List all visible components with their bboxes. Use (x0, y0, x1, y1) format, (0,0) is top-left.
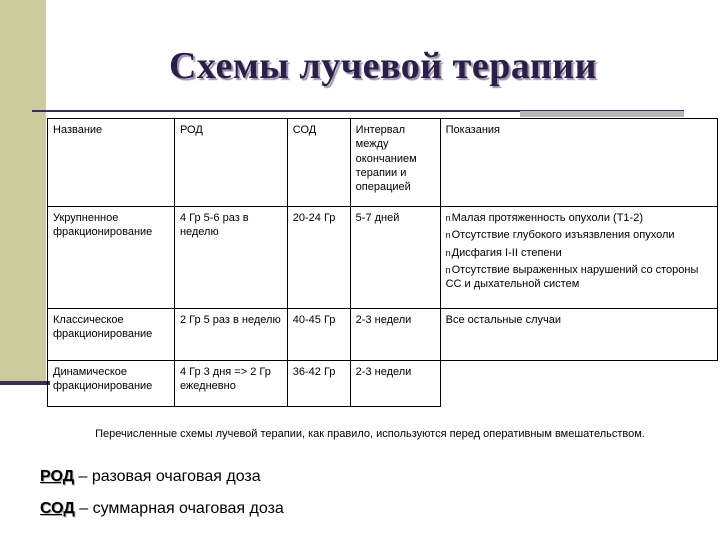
header-indications: Показания (440, 119, 717, 207)
header-rod: РОД (174, 119, 287, 207)
cell-interval: 2-3 недели (350, 309, 440, 361)
table-footnote: Перечисленные схемы лучевой терапии, как правило, используются перед оперативным вмешательством. (95, 428, 645, 440)
cell-indications: Все остальные случаи (440, 309, 717, 361)
header-interval: Интервал между окончанием терапии и операцией (350, 119, 440, 207)
side-accent-line (0, 381, 50, 385)
header-name: Название (48, 119, 175, 207)
definition-abbr: СОД (40, 500, 75, 517)
cell-interval: 5-7 дней (350, 207, 440, 309)
definition-sod (40, 500, 284, 518)
definition-abbr: РОД (40, 468, 75, 485)
table-header-row (48, 119, 718, 207)
cell-sod: 20-24 Гр (287, 207, 350, 309)
header-sod: СОД (287, 119, 350, 207)
cell-sod: 40-45 Гр (287, 309, 350, 361)
list-item: n Малая протяженность опухоли (Т1-2) (446, 211, 712, 225)
cell-indications-empty (440, 361, 717, 407)
indications-list (446, 211, 712, 291)
definition-text: – разовая очаговая доза (74, 468, 261, 485)
list-item: n Отсутствие выраженных нарушений со стороны СС и дыхательной систем (446, 263, 712, 292)
cell-rod: 2 Гр 5 раз в неделю (174, 309, 287, 361)
definition-rod (40, 468, 261, 486)
cell-name: Динамическое фракционирование (48, 361, 175, 407)
cell-name: Классическое фракционирование (48, 309, 175, 361)
cell-rod: 4 Гр 5-6 раз в неделю (174, 207, 287, 309)
list-item: n Отсутствие глубокого изъязвления опухоли (446, 228, 712, 242)
cell-rod: 4 Гр 3 дня => 2 Гр ежедневно (174, 361, 287, 407)
therapy-schemes-table (47, 118, 718, 407)
side-accent-bar (0, 0, 46, 385)
cell-indications (440, 207, 717, 309)
cell-sod: 36-42 Гр (287, 361, 350, 407)
title-underline-shadow (520, 111, 684, 117)
table-row (48, 207, 718, 309)
cell-interval: 2-3 недели (350, 361, 440, 407)
definition-text: – суммарная очаговая доза (74, 500, 284, 517)
table-row (48, 361, 718, 407)
cell-name: Укрупненное фракционирование (48, 207, 175, 309)
slide-title: Схемы лучевой терапии (168, 45, 598, 87)
list-item: n Дисфагия I-II степени (446, 246, 712, 260)
table-row (48, 309, 718, 361)
